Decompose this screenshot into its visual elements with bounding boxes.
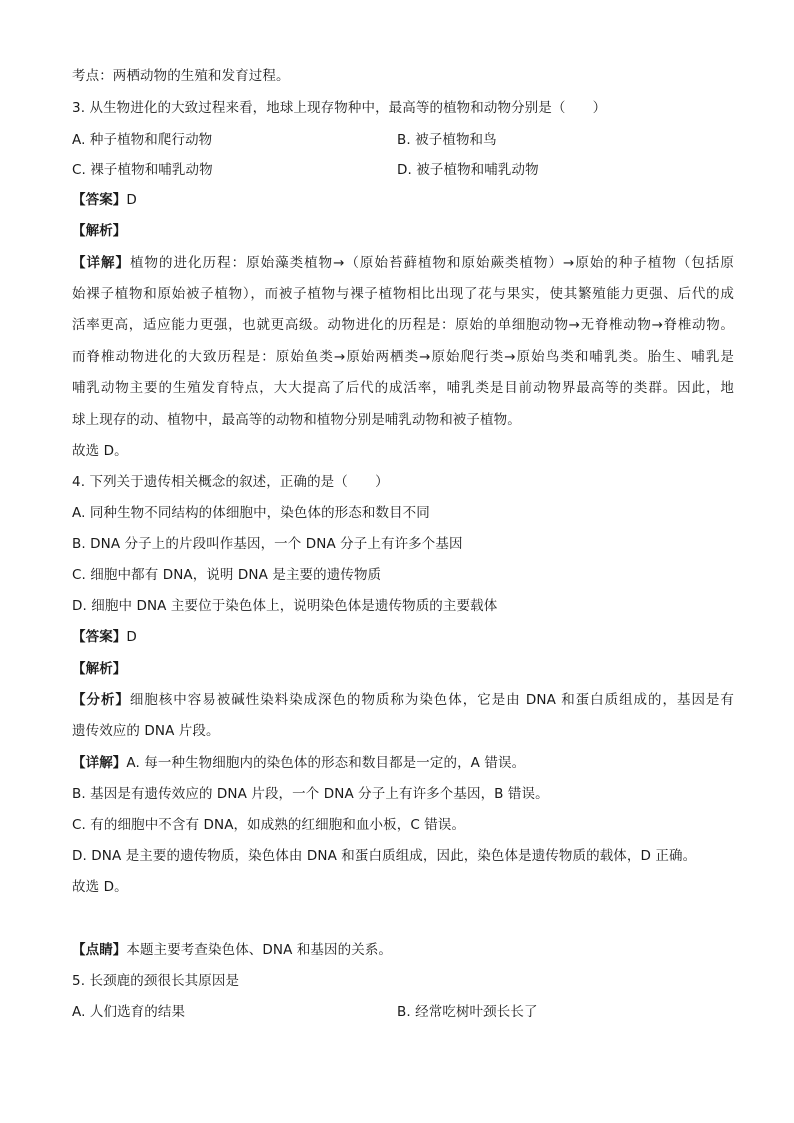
q3-detail-line-2: 始裸子植物和原始被子植物），而被子植物与裸子植物相比出现了花与果实，使其繁殖能力更强、后代的成 (72, 286, 734, 302)
q3-detail-line-3: 活率更高，适应能力更强，也就更高级。动物进化的历程是：原始的单细胞动物→无脊椎动物→脊椎动物。 (72, 317, 734, 333)
q4-fenxi-line-1: 【分析】细胞核中容易被碱性染料染成深色的物质称为染色体，它是由 DNA 和蛋白质组成的，基因是有 (72, 692, 734, 708)
answer-tag: 【答案】 (72, 629, 127, 645)
q3-detail-line-1: 【详解】植物的进化历程：原始藻类植物→（原始苔藓植物和原始蕨类植物）→原始的种子植物（包括原 (72, 255, 734, 271)
q4-detail-line-4: D. DNA 是主要的遗传物质，染色体由 DNA 和蛋白质组成，因此，染色体是遗传物质的载体，D 正确。 (72, 848, 697, 864)
q4-comment: 【点睛】本题主要考查染色体、DNA 和基因的关系。 (72, 942, 393, 958)
fenxi-tag: 【分析】 (72, 692, 130, 708)
q3-option-c: C. 裸子植物和哺乳动物 (72, 162, 213, 178)
q4-analysis-tag: 【解析】 (72, 661, 127, 677)
q3-option-a: A. 种子植物和爬行动物 (72, 132, 213, 148)
q3-option-d: D. 被子植物和哺乳动物 (397, 162, 539, 178)
q4-answer (72, 627, 137, 647)
q4-detail-line-3: C. 有的细胞中不含有 DNA，如成熟的红细胞和血小板，C 错误。 (72, 817, 466, 833)
question-3: 3. 从生物进化的大致过程来看，地球上现存物种中，最高等的植物和动物分别是（ ） (72, 100, 607, 116)
detail-tag: 【详解】 (72, 755, 127, 771)
q5-option-b: B. 经常吃树叶颈长长了 (397, 1004, 538, 1020)
q4-fenxi-line-2: 遗传效应的 DNA 片段。 (72, 723, 220, 739)
detail-tag: 【详解】 (72, 255, 131, 271)
question-5: 5. 长颈鹿的颈很长其原因是 (72, 973, 240, 989)
q4-option-a: A. 同种生物不同结构的体细胞中，染色体的形态和数目不同 (72, 505, 430, 521)
q4-option-b: B. DNA 分子上的片段叫作基因，一个 DNA 分子上有许多个基因 (72, 536, 463, 552)
q3-option-b: B. 被子植物和鸟 (397, 132, 497, 148)
q4-option-c: C. 细胞中都有 DNA，说明 DNA 是主要的遗传物质 (72, 567, 382, 583)
q5-option-a: A. 人们选育的结果 (72, 1004, 186, 1020)
q4-conclusion: 故选 D。 (72, 879, 128, 895)
answer-tag: 【答案】 (72, 192, 127, 208)
q3-analysis-tag: 【解析】 (72, 223, 127, 239)
q3-detail-line-4: 而脊椎动物进化的大致历程是：原始鱼类→原始两栖类→原始爬行类→原始鸟类和哺乳类。胎生、哺乳是 (72, 349, 734, 365)
q3-answer (72, 190, 137, 210)
q4-option-d: D. 细胞中 DNA 主要位于染色体上，说明染色体是遗传物质的主要载体 (72, 598, 498, 614)
answer-value: D (126, 629, 137, 645)
question-4: 4. 下列关于遗传相关概念的叙述，正确的是（ ） (72, 474, 389, 490)
answer-value: D (126, 192, 137, 208)
q4-detail-line-2: B. 基因是有遗传效应的 DNA 片段，一个 DNA 分子上有许多个基因，B 错误。 (72, 786, 549, 802)
q3-detail-line-6: 球上现存的动、植物中，最高等的动物和植物分别是哺乳动物和被子植物。 (72, 412, 521, 428)
q3-conclusion: 故选 D。 (72, 443, 128, 459)
q4-detail-line-1: 【详解】A. 每一种生物细胞内的染色体的形态和数目都是一定的，A 错误。 (72, 755, 526, 771)
q3-detail-line-5: 哺乳动物主要的生殖发育特点，大大提高了后代的成活率，哺乳类是目前动物界最高等的类群。因此，地 (72, 380, 734, 396)
exam-point: 考点：两栖动物的生殖和发育过程。 (72, 68, 290, 84)
comment-tag: 【点睛】 (72, 942, 127, 958)
